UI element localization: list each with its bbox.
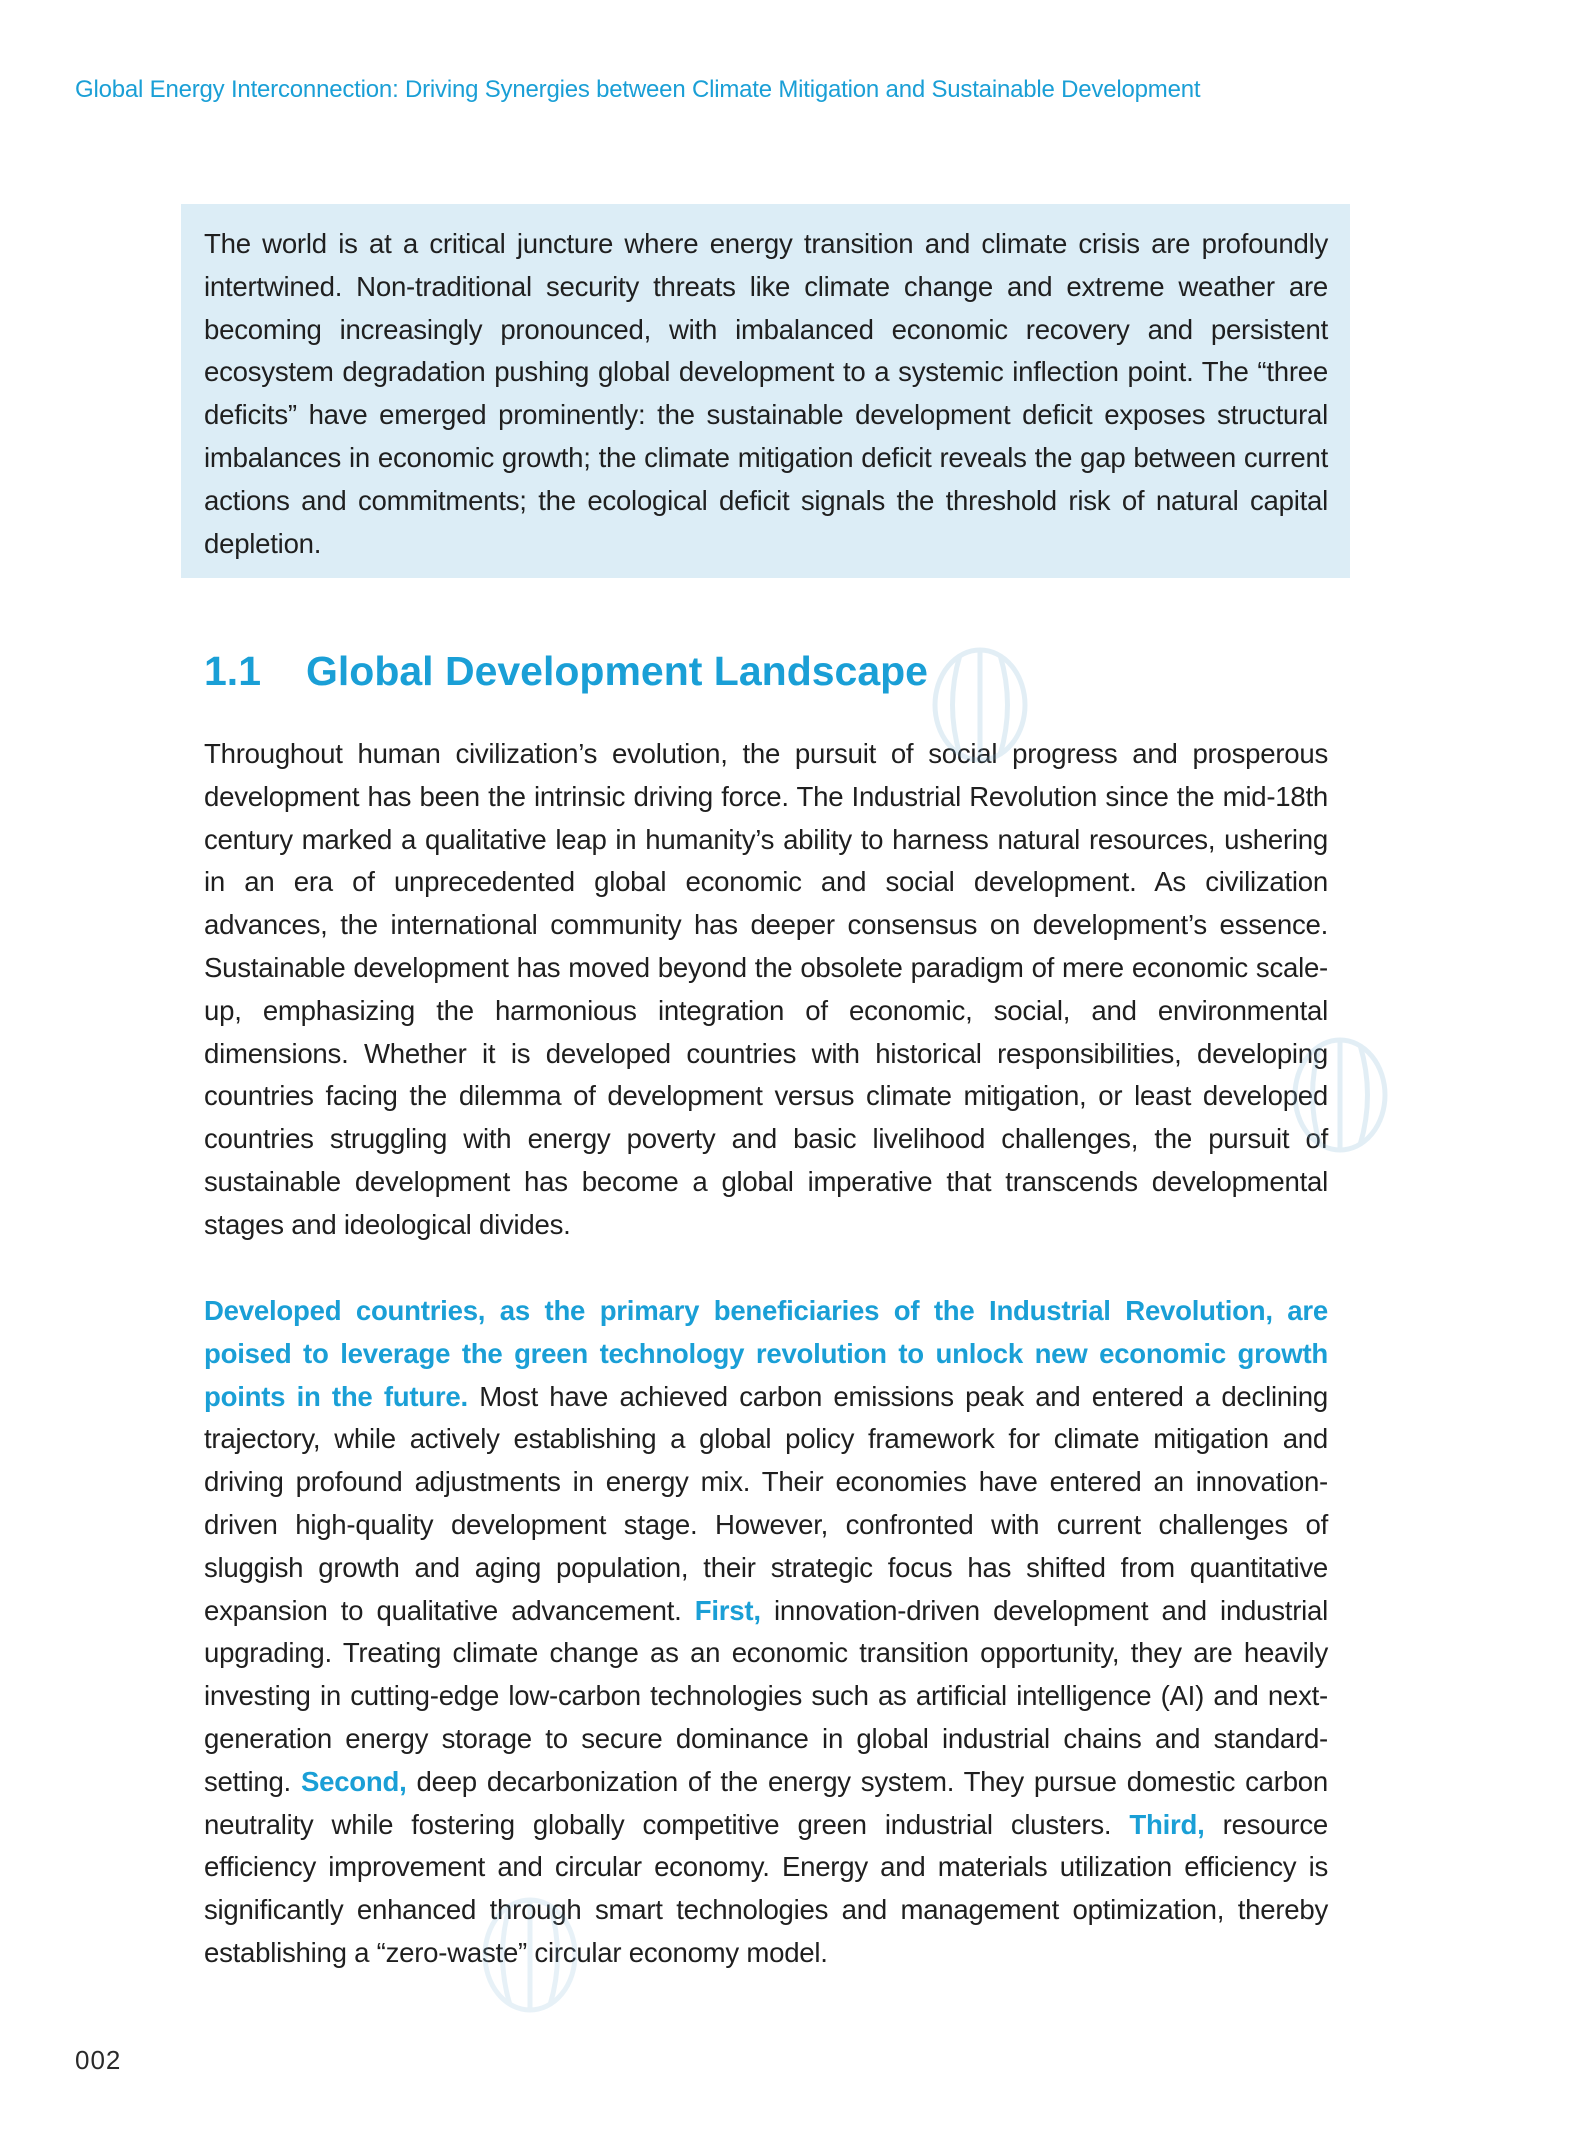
third-label: Third, bbox=[1129, 1808, 1205, 1840]
paragraph-2-part-1: Most have achieved carbon emissions peak and entered a declining trajectory, while actively establishing a global policy framework for climate mitigation and driving profound adjustments in energy mix. Their economies have entered an innovation-driven high-quality development stage. However, confronted with current challenges of sluggish growth and aging population, their strategic focus has shifted from quantitative expansion to qualitative advancement. bbox=[204, 1380, 1328, 1626]
body-paragraph-1 bbox=[204, 733, 1328, 1247]
second-label: Second, bbox=[300, 1765, 407, 1797]
paragraph-2-part-2: innovation-driven development and industrial upgrading. Treating climate change as an economic transition opportunity, they are heavily investing in cutting-edge low-carbon technologies such as artificial intelligence (AI) and next-generation energy storage to secure dominance in global industrial chains and standard-setting. bbox=[204, 1594, 1328, 1797]
section-title: Global Development Landscape bbox=[306, 648, 928, 694]
paragraph-2-part-4: resource efficiency improvement and circular economy. Energy and materials utilization efficiency is significantly enhanced through smart technologies and management optimization, thereby establishing a “zero-waste” circular economy model. bbox=[204, 1808, 1328, 1968]
running-header: Global Energy Interconnection: Driving Synergies between Climate Mitigation and Sustainable Development bbox=[75, 76, 1201, 103]
summary-text: The world is at a critical juncture where energy transition and climate crisis are profoundly intertwined. Non-traditional security threats like climate change and extreme weather are becoming increasingly pronounced, with imbalanced economic recovery and persistent ecosystem degradation pushing global development to a systemic inflection point. The “three deficits” have emerged prominently: the sustainable development deficit exposes structural imbalances in economic growth; the climate mitigation deficit reveals the gap between current actions and commitments; the ecological deficit signals the threshold risk of natural capital depletion. bbox=[204, 228, 1328, 559]
body-paragraph-2 bbox=[204, 1290, 1328, 1975]
section-number: 1.1 bbox=[204, 648, 261, 694]
paragraph-1-text: Throughout human civilization’s evolution, the pursuit of social progress and prosperous development has been the intrinsic driving force. The Industrial Revolution since the mid-18th century marked a qualitative leap in humanity’s ability to harness natural resources, ushering in an era of unprecedented global economic and social development. As civilization advances, the international community has deeper consensus on development’s essence. Sustainable development has moved beyond the obsolete paradigm of mere economic scale-up, emphasizing the harmonious integration of economic, social, and environmental dimensions. Whether it is developed countries with historical responsibilities, developing countries facing the dilemma of development versus climate mitigation, or least developed countries struggling with energy poverty and basic livelihood challenges, the pursuit of sustainable development has become a global imperative that transcends developmental stages and ideological divides. bbox=[204, 738, 1328, 1240]
first-label: First, bbox=[694, 1594, 761, 1626]
summary-box bbox=[181, 204, 1350, 578]
section-heading bbox=[204, 648, 928, 695]
page-number: 002 bbox=[75, 2045, 122, 2075]
paragraph-2-lead-highlight: Developed countries, as the primary beneficiaries of the Industrial Revolution, are poised to leverage the green technology revolution to unlock new economic growth points in the future. bbox=[204, 1295, 1328, 1412]
paragraph-2-text bbox=[204, 1290, 1328, 1975]
paragraph-2-part-3: deep decarbonization of the energy system. They pursue domestic carbon neutrality while fostering globally competitive green industrial clusters. bbox=[204, 1765, 1328, 1840]
